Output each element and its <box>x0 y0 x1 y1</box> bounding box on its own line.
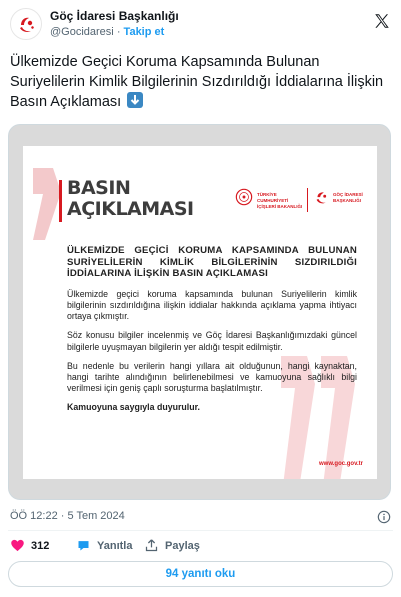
goc-idaresi-logo-icon <box>313 189 331 207</box>
x-logo-icon[interactable] <box>373 12 391 30</box>
account-name[interactable]: Göç İdaresi Başkanlığı <box>50 9 179 23</box>
account-handle[interactable]: @Gocidaresi <box>50 26 114 38</box>
tweet-actions <box>8 535 393 557</box>
press-release-paragraph: Söz konusu bilgiler incelenmiş ve Göç İdaresi Başkanlığımızdaki güncel bilgilerle uyuşmayan bilgilerin yer aldığı tespit edilmiştir. <box>67 330 357 352</box>
press-title-line1: BASIN <box>67 177 131 199</box>
like-button[interactable] <box>10 538 49 553</box>
title-accent-bar <box>59 180 62 222</box>
press-title <box>67 178 217 220</box>
like-count: 312 <box>31 539 50 552</box>
decorative-quote-icon <box>31 164 71 244</box>
follow-button[interactable]: Takip et <box>123 26 165 38</box>
tweet-timestamp[interactable]: ÖÖ 12:22 · 5 Tem 2024 <box>10 510 125 522</box>
press-release-paragraph: Ülkemizde geçici koruma kapsamında bulunan Suriyelilerin kimlik bilgilerinin sızdırıldığına ilişkin iddialar hakkında açıklama yapma ihtiyacı ortaya çıkmıştır. <box>67 288 357 322</box>
press-release-paragraph: Bu nedenle bu verilerin hangi yıllara ait olduğunun, hangi kaynaktan, hangi tarihte alındığının belirlenebilmesi ve kamuoyuna sağlıklı bilgi verilmesi için geniş çaplı soruşturma başlatılmıştır. <box>67 360 357 394</box>
share-button[interactable] <box>144 538 200 553</box>
info-icon[interactable] <box>377 510 391 524</box>
tweet-media[interactable] <box>8 124 391 500</box>
goc-idaresi-logo-text: GÖÇ İDARESİ BAŞKANLIĞI <box>333 192 363 203</box>
ministry-logo-text: TÜRKİYE CUMHURİYETİ İÇİŞLERİ BAKANLIĞI <box>257 192 303 209</box>
ministry-seal-icon <box>235 188 253 206</box>
press-release-image <box>23 146 377 479</box>
press-title-line2: AÇIKLAMASI <box>67 198 194 220</box>
goc-idaresi-logo-icon <box>11 9 42 40</box>
press-release-body <box>67 245 357 422</box>
down-arrow-emoji-icon <box>127 92 143 108</box>
read-replies-button[interactable]: 94 yanıtı oku <box>8 561 393 587</box>
website-url: www.goc.gov.tr <box>318 461 363 467</box>
tweet-meta <box>10 510 393 528</box>
account-handle-row <box>50 26 164 38</box>
tweet-text-body: Ülkemizde Geçici Koruma Kapsamında Bulunan Suriyelilerin Kimlik Bilgilerinin Sızdırıldığı İddialarına İlişkin Basın Açıklaması <box>10 54 384 110</box>
press-release-closing: Kamuoyuna saygıyla duyurulur. <box>67 402 200 413</box>
share-icon <box>144 538 159 553</box>
heart-icon <box>10 538 25 553</box>
reply-button[interactable] <box>76 538 132 553</box>
ministry-logos <box>235 186 365 216</box>
reply-label: Yanıtla <box>97 539 133 552</box>
share-label: Paylaş <box>165 539 200 552</box>
avatar[interactable] <box>10 8 42 40</box>
press-release-heading: ÜLKEMİZDE GEÇİCİ KORUMA KAPSAMINDA BULUNAN SURİYELİLERİN KİMLİK BİLGİLERİNİN SIZDIRILDIĞI İDDİALARINA İLİŞKİN BASIN AÇIKLAMASI <box>67 245 357 280</box>
separator-dot: · <box>116 26 121 38</box>
divider <box>8 530 393 531</box>
reply-bubble-icon <box>76 538 91 553</box>
tweet-header <box>10 6 393 42</box>
tweet-text <box>10 52 390 112</box>
